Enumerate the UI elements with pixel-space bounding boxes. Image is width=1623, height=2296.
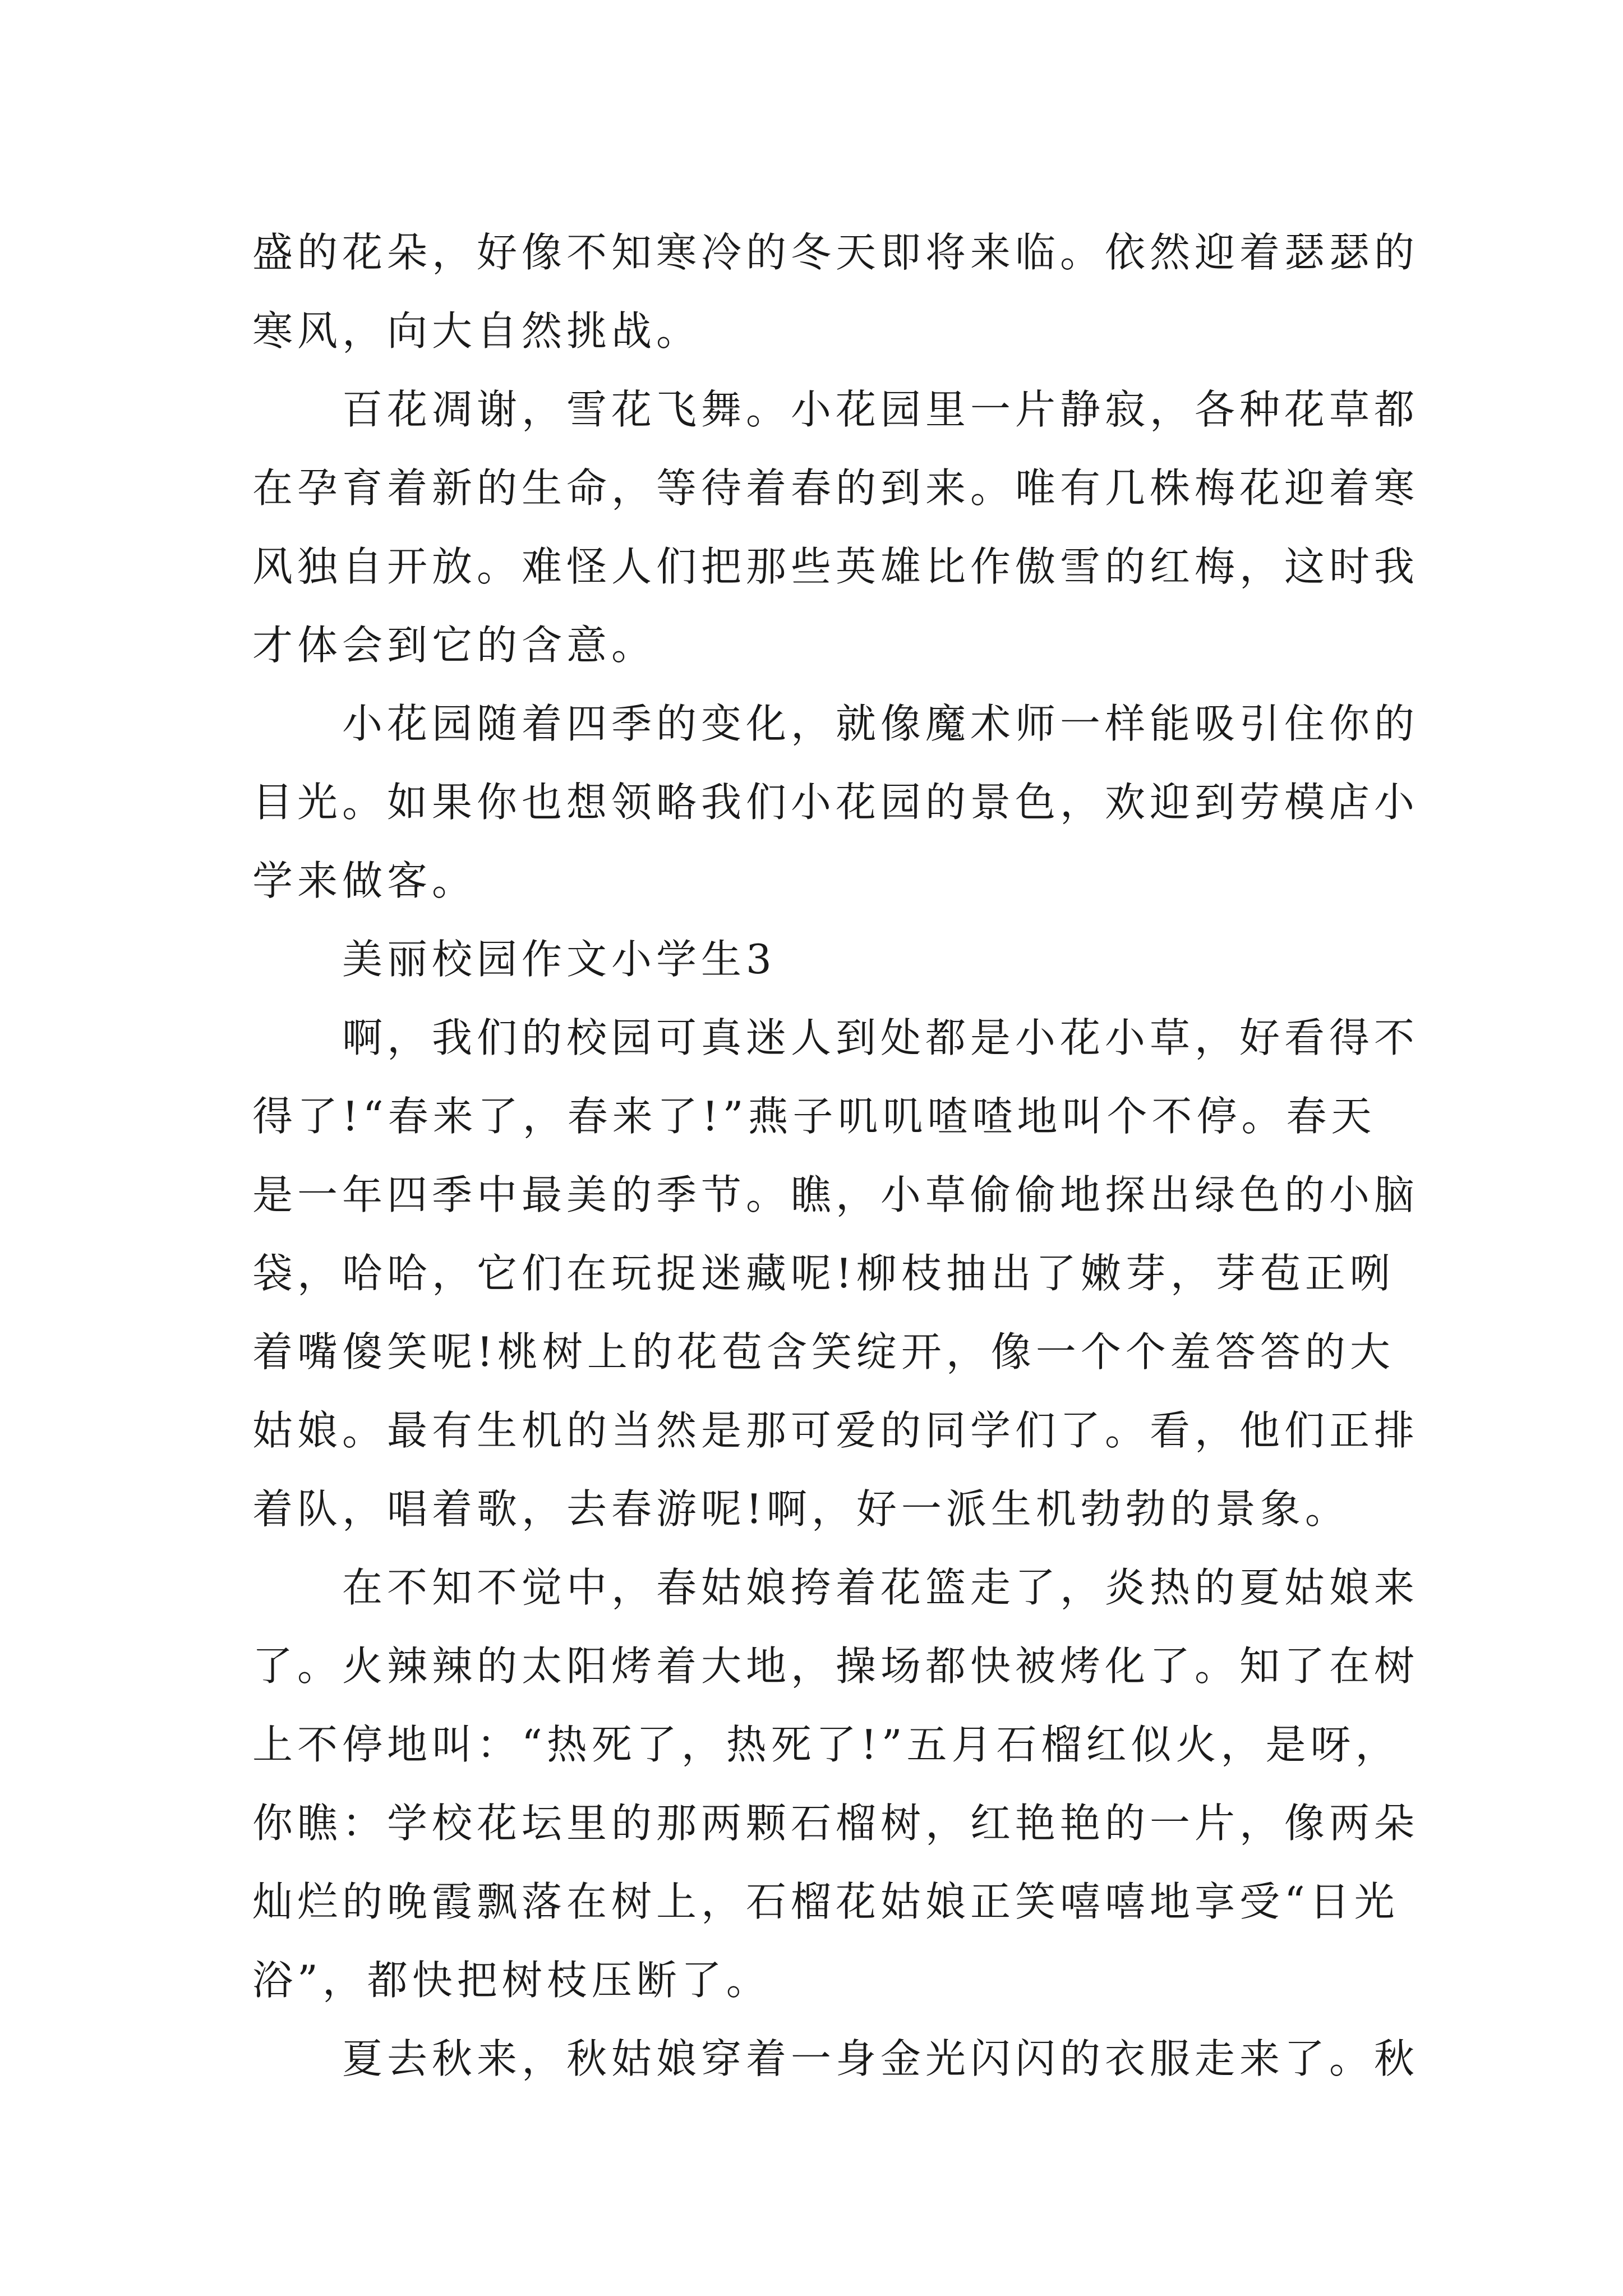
text-line: 你瞧：学校花坛里的那两颗石榴树，红艳艳的一片，像两朵 bbox=[252, 1800, 1419, 1847]
text-line: 姑娘。最有生机的当然是那可爱的同学们了。看，他们正排 bbox=[252, 1407, 1419, 1454]
text-line: 盛的花朵，好像不知寒冷的冬天即将来临。依然迎着瑟瑟的 bbox=[252, 229, 1419, 276]
text-line: 夏去秋来，秋姑娘穿着一身金光闪闪的衣服走来了。秋 bbox=[252, 2035, 1419, 2082]
text-line: 灿烂的晚霞飘落在树上，石榴花姑娘正笑嘻嘻地享受“日光 bbox=[252, 1878, 1399, 1925]
text-line: 才体会到它的含意。 bbox=[252, 622, 657, 669]
text-line: 风独自开放。难怪人们把那些英雄比作傲雪的红梅，这时我 bbox=[252, 543, 1419, 590]
text-line: 啊，我们的校园可真迷人到处都是小花小草，好看得不 bbox=[252, 1014, 1419, 1061]
section-heading: 美丽校园作文小学生3 bbox=[252, 936, 776, 983]
document-body bbox=[252, 213, 1419, 2098]
text-line: 着队，唱着歌，去春游呢!啊，好一派生机勃勃的景象。 bbox=[252, 1485, 1350, 1533]
text-line: 得了!“春来了，春来了!”燕子叽叽喳喳地叫个不停。春天 bbox=[252, 1093, 1376, 1140]
text-line: 在孕育着新的生命，等待着春的到来。唯有几株梅花迎着寒 bbox=[252, 464, 1419, 512]
text-line: 了。火辣辣的太阳烤着大地，操场都快被烤化了。知了在树 bbox=[252, 1642, 1419, 1690]
text-line: 学来做客。 bbox=[252, 857, 477, 904]
text-line: 小花园随着四季的变化，就像魔术师一样能吸引住你的 bbox=[252, 700, 1419, 747]
text-line: 目光。如果你也想领略我们小花园的景色，欢迎到劳模店小 bbox=[252, 779, 1419, 826]
text-line: 上不停地叫：“热死了，热死了!”五月石榴红似火，是呀， bbox=[252, 1721, 1400, 1768]
text-line: 寒风，向大自然挑战。 bbox=[252, 307, 702, 355]
text-line: 着嘴傻笑呢!桃树上的花苞含笑绽开，像一个个羞答答的大 bbox=[252, 1328, 1395, 1375]
text-line: 袋，哈哈，它们在玩捉迷藏呢!柳枝抽出了嫩芽，芽苞正咧 bbox=[252, 1250, 1395, 1297]
text-line: 在不知不觉中，春姑娘挎着花篮走了，炎热的夏姑娘来 bbox=[252, 1564, 1419, 1611]
text-line: 是一年四季中最美的季节。瞧，小草偷偷地探出绿色的小脑 bbox=[252, 1171, 1419, 1218]
text-line: 浴”，都快把树枝压断了。 bbox=[252, 1957, 771, 2004]
text-line: 百花凋谢，雪花飞舞。小花园里一片静寂，各种花草都 bbox=[252, 386, 1419, 433]
